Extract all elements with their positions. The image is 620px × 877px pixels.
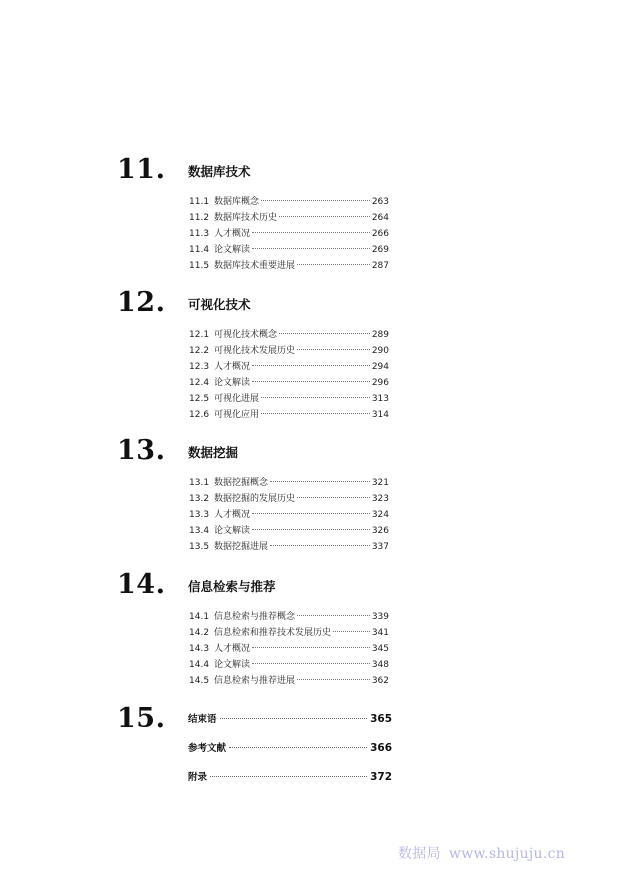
- page-number: 287: [371, 261, 389, 271]
- section-label: 数据挖掘进展: [214, 542, 269, 552]
- toc-entry[interactable]: [189, 491, 389, 507]
- section-label: 信息检索与推荐概念: [214, 612, 296, 622]
- page-number: 296: [371, 378, 389, 388]
- chapter-title: 数据库技术: [188, 164, 251, 179]
- page-number: 263: [371, 197, 389, 207]
- toc-section-list: [189, 194, 389, 274]
- entry-label: 参考文献: [188, 743, 227, 754]
- toc-entry[interactable]: [189, 407, 389, 423]
- page-number: 337: [371, 542, 389, 552]
- dot-leader: [252, 365, 370, 366]
- toc-entry[interactable]: [189, 242, 389, 258]
- chapter-title: 可视化技术: [188, 297, 251, 312]
- toc-entry[interactable]: [189, 657, 389, 673]
- section-label: 论文解读: [214, 245, 251, 255]
- section-number: 13.5: [189, 542, 210, 552]
- dot-leader: [252, 232, 370, 233]
- toc-entry[interactable]: [189, 226, 389, 242]
- entry-label: 附录: [188, 772, 208, 783]
- section-number: 12.1: [189, 330, 210, 340]
- dot-leader: [297, 497, 370, 498]
- toc-entry[interactable]: [189, 391, 389, 407]
- section-label: 信息检索和推荐技术发展历史: [214, 628, 332, 638]
- chapter-title: 数据挖掘: [188, 445, 239, 460]
- toc-entry[interactable]: [188, 740, 392, 769]
- page-number: 313: [371, 394, 389, 404]
- page-number: 289: [371, 330, 389, 340]
- toc-entry[interactable]: [189, 475, 389, 491]
- entry-label: 结束语: [188, 714, 217, 725]
- page-number: 365: [370, 713, 392, 725]
- section-label: 论文解读: [214, 526, 251, 536]
- section-number: 11.4: [189, 245, 210, 255]
- section-label: 论文解读: [214, 660, 251, 670]
- watermark-url: www.shujuju.cn: [448, 846, 566, 862]
- section-number: 11.5: [189, 261, 210, 271]
- watermark-brand: 数据局: [398, 846, 441, 862]
- toc-entry[interactable]: [189, 609, 389, 625]
- toc-section-list: [189, 475, 389, 555]
- section-label: 论文解读: [214, 378, 251, 388]
- section-number: 13.3: [189, 510, 210, 520]
- section-number: 12.3: [189, 362, 210, 372]
- dot-leader: [270, 481, 370, 482]
- dot-leader: [270, 545, 370, 546]
- section-label: 数据库技术历史: [214, 213, 278, 223]
- section-number: 11.3: [189, 229, 210, 239]
- toc-entry[interactable]: [189, 327, 389, 343]
- dot-leader: [261, 397, 370, 398]
- toc-entry[interactable]: [189, 625, 389, 641]
- dot-leader: [220, 718, 368, 719]
- dot-leader: [297, 679, 370, 680]
- dot-leader: [297, 264, 370, 265]
- section-label: 数据库概念: [214, 197, 260, 207]
- section-label: 人才概况: [214, 510, 251, 520]
- toc-entry[interactable]: [189, 210, 389, 226]
- dot-leader: [252, 529, 370, 530]
- page-number: 345: [371, 644, 389, 654]
- dot-leader: [279, 333, 370, 334]
- page-number: 362: [371, 676, 389, 686]
- page-number: 290: [371, 346, 389, 356]
- section-label: 数据挖掘概念: [214, 478, 269, 488]
- section-number: 14.2: [189, 628, 210, 638]
- section-number: 12.5: [189, 394, 210, 404]
- page-number: 314: [371, 410, 389, 420]
- toc-entry[interactable]: [189, 507, 389, 523]
- toc-entry[interactable]: [189, 359, 389, 375]
- section-number: 11.2: [189, 213, 210, 223]
- section-number: 14.1: [189, 612, 210, 622]
- section-number: 12.2: [189, 346, 210, 356]
- section-number: 14.4: [189, 660, 210, 670]
- toc-entry[interactable]: [188, 769, 392, 798]
- chapter-number: 14.: [117, 569, 166, 600]
- toc-section-list: [189, 609, 389, 689]
- section-label: 人才概况: [214, 362, 251, 372]
- toc-entry[interactable]: [189, 673, 389, 689]
- dot-leader: [297, 615, 370, 616]
- chapter-number: 15.: [117, 703, 166, 734]
- section-label: 可视化应用: [214, 410, 260, 420]
- toc-entry[interactable]: [189, 539, 389, 555]
- dot-leader: [297, 349, 370, 350]
- section-label: 人才概况: [214, 644, 251, 654]
- page-number: 264: [371, 213, 389, 223]
- chapter-number: 11.: [117, 154, 166, 185]
- dot-leader: [333, 631, 370, 632]
- page-number: 341: [371, 628, 389, 638]
- back-matter-list: [188, 711, 392, 798]
- chapter-number: 12.: [117, 287, 166, 318]
- dot-leader: [252, 381, 370, 382]
- dot-leader: [210, 776, 367, 777]
- section-number: 13.2: [189, 494, 210, 504]
- page-number: 321: [371, 478, 389, 488]
- page-number: 323: [371, 494, 389, 504]
- page-number: 348: [371, 660, 389, 670]
- section-number: 14.3: [189, 644, 210, 654]
- chapter-number: 13.: [117, 435, 166, 466]
- toc-entry[interactable]: [189, 375, 389, 391]
- section-label: 数据库技术重要进展: [214, 261, 296, 271]
- page-number: 339: [371, 612, 389, 622]
- dot-leader: [261, 200, 370, 201]
- page-number: 269: [371, 245, 389, 255]
- section-label: 数据挖掘的发展历史: [214, 494, 296, 504]
- dot-leader: [279, 216, 370, 217]
- section-number: 13.4: [189, 526, 210, 536]
- section-number: 13.1: [189, 478, 210, 488]
- section-label: 可视化进展: [214, 394, 260, 404]
- toc-entry[interactable]: [189, 194, 389, 210]
- dot-leader: [252, 513, 370, 514]
- toc-entry[interactable]: [188, 711, 392, 740]
- page-number: 324: [371, 510, 389, 520]
- page-number: 372: [370, 771, 392, 783]
- section-number: 12.4: [189, 378, 210, 388]
- dot-leader: [261, 413, 370, 414]
- section-label: 可视化技术发展历史: [214, 346, 296, 356]
- page-number: 266: [371, 229, 389, 239]
- toc-entry[interactable]: [189, 258, 389, 274]
- section-label: 可视化技术概念: [214, 330, 278, 340]
- page-number: 366: [370, 742, 392, 754]
- watermark: [398, 843, 565, 863]
- chapter-title: 信息检索与推荐: [188, 579, 276, 594]
- section-number: 14.5: [189, 676, 210, 686]
- dot-leader: [252, 647, 370, 648]
- page-number: 326: [371, 526, 389, 536]
- section-number: 12.6: [189, 410, 210, 420]
- dot-leader: [252, 248, 370, 249]
- toc-section-list: [189, 327, 389, 423]
- toc-entry[interactable]: [189, 523, 389, 539]
- section-number: 11.1: [189, 197, 210, 207]
- section-label: 人才概况: [214, 229, 251, 239]
- page-number: 294: [371, 362, 389, 372]
- dot-leader: [252, 663, 370, 664]
- dot-leader: [229, 747, 367, 748]
- section-label: 信息检索与推荐进展: [214, 676, 296, 686]
- toc-entry[interactable]: [189, 343, 389, 359]
- toc-entry[interactable]: [189, 641, 389, 657]
